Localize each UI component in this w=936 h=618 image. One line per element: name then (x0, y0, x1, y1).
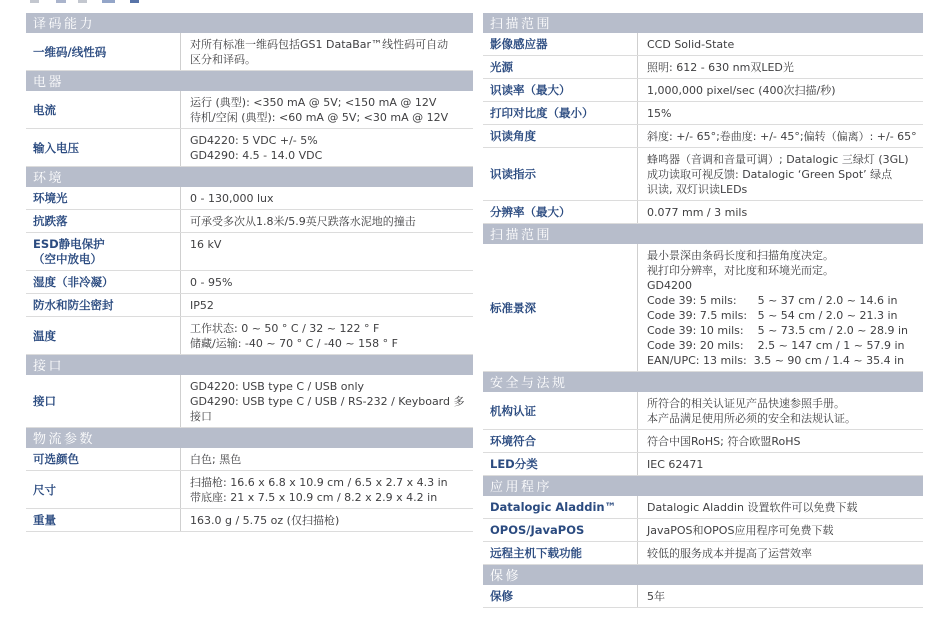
spec-label-line: （空中放电） (33, 252, 102, 266)
spec-value-line: 15% (647, 107, 672, 120)
spec-value (637, 453, 923, 475)
spec-label (26, 448, 180, 470)
spec-value-line: 成功读取可视反馈: Datalogic ‘Green Spot’ 绿点 (647, 168, 893, 181)
spec-value (180, 187, 473, 209)
spec-value-line: 待机/空闲 (典型): <60 mA @ 5V; <30 mA @ 12V (190, 111, 449, 124)
spec-value-line: 工作状态: 0 ~ 50 ° C / 32 ~ 122 ° F (190, 322, 380, 335)
spec-label (483, 430, 637, 452)
spec-section (26, 355, 473, 428)
spec-value-line: IP52 (190, 299, 214, 312)
spec-label-line: 一维码/线性码 (33, 44, 107, 59)
spec-label (26, 33, 180, 70)
section-header-bar (26, 355, 473, 375)
cropped-text-fragment (102, 0, 115, 3)
spec-value-line: GD4220: USB type C / USB only (190, 380, 365, 393)
spec-value-line: CCD Solid-State (647, 38, 735, 51)
spec-value-line: 对所有标准一维码包括GS1 DataBar™线性码可自动 (190, 38, 449, 51)
spec-value-line: JavaPOS和OPOS应用程序可免费下载 (647, 524, 834, 537)
spec-label (26, 271, 180, 293)
spec-value (180, 233, 473, 270)
spec-label-line: 电流 (33, 102, 56, 117)
spec-row (483, 79, 923, 102)
spec-label-line: 打印对比度（最小） (490, 106, 594, 120)
spec-row (483, 125, 923, 148)
spec-label-line: 保修 (490, 589, 513, 603)
spec-row (26, 375, 473, 428)
spec-value-line: Code 39: 10 mils: 5 ~ 73.5 cm / 2.0 ~ 28.9 in (647, 324, 908, 337)
spec-value (180, 33, 473, 70)
section-header-bar (26, 167, 473, 187)
spec-value (637, 102, 923, 124)
spec-value (637, 148, 923, 200)
spec-value-line: 0 - 95% (190, 276, 233, 289)
spec-label (26, 187, 180, 209)
section-title: 环境 (33, 171, 65, 186)
spec-value-line: 0.077 mm / 3 mils (647, 206, 748, 219)
spec-value (637, 519, 923, 541)
section-header-bar (26, 428, 473, 448)
spec-value-line: 白色; 黑色 (190, 453, 242, 466)
spec-value-line: GD4220: 5 VDC +/- 5% (190, 134, 318, 147)
spec-value (180, 91, 473, 128)
spec-label (26, 210, 180, 232)
spec-label-line: ESD静电保护 (33, 237, 105, 251)
spec-label-line: 接口 (33, 394, 56, 408)
spec-label-line: 远程主机下载功能 (490, 546, 582, 560)
spec-label (483, 585, 637, 607)
spec-value-line: Datalogic Aladdin 设置软件可以免费下载 (647, 501, 858, 514)
spec-label (483, 496, 637, 518)
spec-value (637, 430, 923, 452)
spec-label-line: 分辨率（最大） (490, 205, 571, 219)
spec-value (180, 129, 473, 166)
spec-label-line: 识读角度 (490, 129, 536, 143)
section-header-bar (483, 224, 923, 244)
section-header-bar (483, 13, 923, 33)
spec-row (26, 271, 473, 294)
spec-value (180, 210, 473, 232)
spec-column-left (26, 13, 473, 532)
spec-value (637, 56, 923, 78)
spec-value-line: 163.0 g / 5.75 oz (仅扫描枪) (190, 514, 340, 527)
spec-row (26, 294, 473, 317)
spec-label-line: 机构认证 (490, 403, 536, 418)
spec-row (483, 585, 923, 608)
spec-value-line: 接口 (190, 410, 212, 423)
section-header-bar (26, 13, 473, 33)
spec-label (483, 125, 637, 147)
section-header-bar (26, 71, 473, 91)
spec-value-line: 储藏/运输: -40 ~ 70 ° C / -40 ~ 158 ° F (190, 337, 398, 350)
spec-row (483, 496, 923, 519)
spec-row (26, 33, 473, 71)
spec-label-line: 可选颜色 (33, 452, 79, 466)
spec-label-line: 环境符合 (490, 434, 536, 448)
spec-label (483, 33, 637, 55)
spec-label (26, 129, 180, 166)
spec-section (483, 224, 923, 372)
cropped-text-fragment (56, 0, 66, 3)
spec-value-line: IEC 62471 (647, 458, 704, 471)
spec-label (483, 244, 637, 371)
spec-section (483, 372, 923, 476)
spec-label-line: 重量 (33, 513, 56, 527)
spec-row (483, 102, 923, 125)
spec-label (483, 542, 637, 564)
spec-value-line: 运行 (典型): <350 mA @ 5V; <150 mA @ 12V (190, 96, 437, 109)
section-title: 保修 (490, 569, 522, 584)
section-header-bar (483, 476, 923, 496)
section-title: 物流参数 (33, 432, 96, 447)
spec-value-line: 区分和译码。 (190, 53, 256, 66)
spec-value-line: 所符合的相关认证见产品快速参照手册。 (647, 397, 845, 410)
spec-label (483, 519, 637, 541)
spec-value (180, 448, 473, 470)
spec-row (26, 448, 473, 471)
spec-label-line: 光源 (490, 60, 513, 74)
spec-row (483, 244, 923, 372)
spec-value-line: 蜂鸣器（音调和音量可调）; Datalogic 三绿灯 (3GL) (647, 153, 909, 166)
spec-value (637, 125, 923, 147)
spec-label-line: 抗跌落 (33, 214, 68, 228)
spec-value (637, 33, 923, 55)
cropped-text-fragment (130, 0, 139, 3)
spec-value (637, 201, 923, 223)
spec-value-line: 识读, 双灯识读LEDs (647, 183, 748, 196)
spec-value (180, 317, 473, 354)
cropped-heading-fragments (26, 0, 226, 4)
spec-label-line: 防水和防尘密封 (33, 298, 114, 312)
spec-section (26, 71, 473, 167)
spec-row (26, 317, 473, 355)
spec-label (483, 392, 637, 429)
spec-row (483, 430, 923, 453)
spec-value (637, 79, 923, 101)
spec-label (26, 233, 180, 270)
section-title: 译码能力 (33, 17, 96, 32)
spec-label-line: 影像感应器 (490, 37, 548, 51)
spec-value (637, 585, 923, 607)
spec-label (26, 91, 180, 128)
spec-label (483, 148, 637, 200)
spec-label-line: 识读指示 (490, 167, 536, 181)
section-title: 扫描范围 (490, 228, 553, 243)
section-title: 应用程序 (490, 480, 553, 495)
spec-value-line: 最小景深由条码长度和扫描角度决定。 (647, 249, 834, 262)
spec-value (637, 496, 923, 518)
spec-value (637, 392, 923, 429)
spec-value-line: 1,000,000 pixel/sec (400次扫描/秒) (647, 84, 836, 97)
spec-section (26, 13, 473, 71)
spec-row (483, 392, 923, 430)
spec-value-line: 16 kV (190, 238, 222, 251)
spec-row (26, 471, 473, 509)
spec-label-line: Datalogic Aladdin™ (490, 500, 617, 514)
spec-value (180, 375, 473, 427)
spec-row (26, 509, 473, 532)
cropped-text-fragment (78, 0, 87, 3)
section-title: 电器 (33, 75, 65, 90)
spec-value (180, 271, 473, 293)
spec-row (483, 201, 923, 224)
spec-value-line: 0 - 130,000 lux (190, 192, 274, 205)
spec-row (483, 542, 923, 565)
spec-value (637, 244, 923, 371)
spec-value-line: Code 39: 7.5 mils: 5 ~ 54 cm / 2.0 ~ 21.3 in (647, 309, 898, 322)
spec-label-line: LED分类 (490, 457, 538, 471)
spec-value-line: 可承受多次从1.8米/5.9英尺跌落水泥地的撞击 (190, 215, 416, 228)
section-header-bar (483, 565, 923, 585)
spec-label (483, 56, 637, 78)
spec-row (483, 519, 923, 542)
spec-column-right (483, 13, 923, 608)
spec-label (483, 102, 637, 124)
spec-value-line: GD4200 (647, 279, 692, 292)
spec-label-line: 标准景深 (490, 300, 536, 315)
spec-value-line: 斜度: +/- 65°;卷曲度: +/- 45°;偏转（偏离）: +/- 65° (647, 130, 917, 143)
spec-section (26, 428, 473, 532)
spec-value-line: 照明: 612 - 630 nm双LED光 (647, 61, 794, 74)
spec-label-line: OPOS/JavaPOS (490, 523, 585, 537)
spec-row (26, 187, 473, 210)
spec-row (483, 148, 923, 201)
spec-row (483, 56, 923, 79)
spec-label (483, 79, 637, 101)
spec-label (26, 509, 180, 531)
spec-value-line: 符合中国RoHS; 符合欧盟RoHS (647, 435, 801, 448)
section-title: 接口 (33, 359, 65, 374)
spec-label (26, 471, 180, 508)
spec-value-line: Code 39: 5 mils: 5 ~ 37 cm / 2.0 ~ 14.6 in (647, 294, 898, 307)
spec-value-line: 视打印分辨率，对比度和环境光而定。 (647, 264, 834, 277)
spec-row (483, 453, 923, 476)
spec-row (26, 91, 473, 129)
spec-label (483, 453, 637, 475)
spec-row (26, 129, 473, 167)
spec-value (180, 509, 473, 531)
spec-value-line: GD4290: 4.5 - 14.0 VDC (190, 149, 323, 162)
spec-value-line: 本产品满足使用所必须的安全和法规认证。 (647, 412, 856, 425)
spec-value-line: EAN/UPC: 13 mils: 3.5 ~ 90 cm / 1.4 ~ 35.4 in (647, 354, 905, 367)
spec-value (637, 542, 923, 564)
spec-section (483, 565, 923, 608)
spec-value-line: Code 39: 20 mils: 2.5 ~ 147 cm / 1 ~ 57.9 in (647, 339, 905, 352)
section-title: 扫描范围 (490, 17, 553, 32)
spec-label (483, 201, 637, 223)
section-title: 安全与法规 (490, 376, 568, 391)
spec-value (180, 471, 473, 508)
spec-value-line: 5年 (647, 590, 665, 603)
spec-label-line: 尺寸 (33, 482, 56, 497)
spec-label-line: 识读率（最大） (490, 83, 571, 97)
spec-label (26, 375, 180, 427)
spec-label-line: 湿度（非冷凝） (33, 275, 114, 289)
section-header-bar (483, 372, 923, 392)
spec-row (26, 210, 473, 233)
spec-label-line: 温度 (33, 328, 56, 343)
spec-section (483, 476, 923, 565)
spec-row (26, 233, 473, 271)
spec-value-line: GD4290: USB type C / USB / RS-232 / Keyboard 多 (190, 395, 465, 408)
spec-label-line: 输入电压 (33, 140, 79, 155)
cropped-text-fragment (30, 0, 39, 3)
spec-value-line: 较低的服务成本并提高了运营效率 (647, 547, 812, 560)
spec-label (26, 317, 180, 354)
spec-value-line: 带底座: 21 x 7.5 x 10.9 cm / 8.2 x 2.9 x 4.2 in (190, 491, 438, 504)
spec-row (483, 33, 923, 56)
spec-section (26, 167, 473, 355)
spec-label-line: 环境光 (33, 191, 68, 205)
spec-label (26, 294, 180, 316)
spec-value-line: 扫描枪: 16.6 x 6.8 x 10.9 cm / 6.5 x 2.7 x 4.3 in (190, 476, 448, 489)
spec-section (483, 13, 923, 224)
spec-value (180, 294, 473, 316)
